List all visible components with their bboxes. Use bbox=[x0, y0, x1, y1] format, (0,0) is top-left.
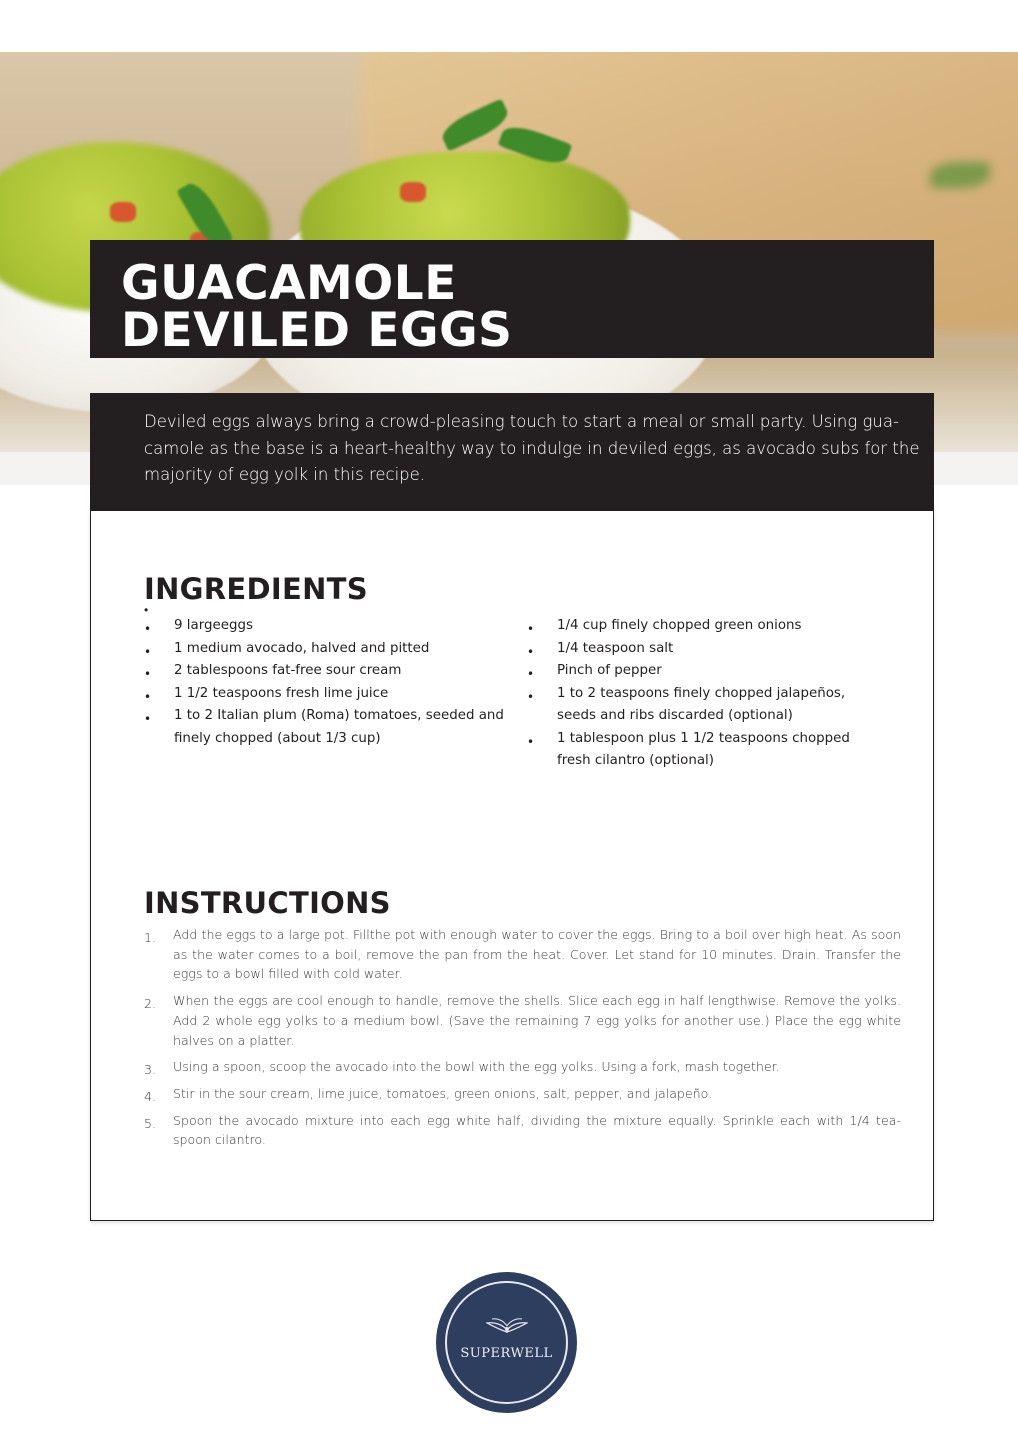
ingredient-item bbox=[527, 615, 887, 638]
ingredient-item bbox=[144, 638, 524, 661]
title-line-2: DEVILED EGGS bbox=[121, 303, 513, 358]
ingredient-text: 1/4 cup finely chopped green onions bbox=[557, 618, 802, 633]
step-number: 4. bbox=[144, 1088, 156, 1104]
step-text: Using a spoon, scoop the avocado into the bowl with the egg yolks. Using a fork, mash together. bbox=[173, 1059, 780, 1075]
step-text: When the eggs are cool enough to handle, remove the shells. Slice each egg in half lengthwise. Remove the yolks. Add 2 whole egg yolks to a medium bowl. (Save the remaining 7 egg yolks for another use.) Place the egg white halves on a platter. bbox=[173, 993, 901, 1048]
ingredient-text: 1 medium avocado, halved and pitted bbox=[174, 640, 430, 656]
bullet-icon: • bbox=[527, 667, 535, 681]
bullet-icon: • bbox=[144, 603, 149, 617]
ingredient-text: 1 to 2 teaspoons finely chopped jalapeños, seeds and ribs discarded (optional) bbox=[557, 685, 846, 723]
step-text: Stir in the sour cream, lime juice, tomatoes, green onions, salt, pepper, and jalapeño. bbox=[173, 1085, 713, 1101]
ingredient-text: 9 largeeggs bbox=[174, 618, 253, 633]
ingredient-item bbox=[144, 660, 524, 683]
instruction-step bbox=[144, 1084, 901, 1104]
intro-text: Deviled eggs always bring a crowd-pleasing touch to start a meal or small party. Using gua-camole as the base is a heart-healthy way to indulge in deviled eggs, as avocado subs for the majority of egg yolk in this recipe. bbox=[144, 412, 920, 484]
tomato-piece bbox=[400, 182, 426, 202]
bullet-icon: • bbox=[527, 689, 535, 704]
bullet-icon: • bbox=[527, 622, 535, 636]
ingredient-text: 1/4 teaspoon salt bbox=[557, 640, 674, 656]
intro-banner bbox=[90, 393, 934, 511]
instructions-list bbox=[144, 925, 901, 1157]
step-text: Add the eggs to a large pot. Fillthe pot with enough water to cover the eggs. Bring to a boil over high heat. As soon as the water comes to a boil, remove the pan from the heat. Cover. Let stand for 10 minutes. Drain. Transfer the eggs to a bowl filled with cold water. bbox=[173, 927, 901, 982]
title-line-1: GUACAMOLE bbox=[121, 256, 457, 311]
title-banner bbox=[90, 240, 934, 358]
ingredient-item bbox=[144, 705, 524, 750]
step-number: 1. bbox=[144, 930, 156, 945]
bullet-icon: • bbox=[144, 712, 152, 726]
superwell-logo bbox=[436, 1272, 577, 1413]
logo-ring bbox=[445, 1281, 568, 1404]
step-number: 5. bbox=[144, 1115, 156, 1131]
step-text: Spoon the avocado mixture into each egg white half, dividing the mixture equally. Sprinkle each with 1/4 tea-spoon cilantro. bbox=[173, 1112, 901, 1148]
ingredient-text: 1 1/2 teaspoons fresh lime juice bbox=[174, 685, 389, 701]
page-title bbox=[121, 256, 513, 358]
ingredient-item bbox=[527, 728, 887, 773]
ingredients-list-right bbox=[527, 615, 887, 773]
recipe-card bbox=[90, 511, 934, 1221]
cilantro-leaf bbox=[930, 162, 990, 188]
ingredient-item bbox=[527, 683, 887, 728]
bullet-icon: • bbox=[527, 734, 535, 749]
bullet-icon: • bbox=[527, 644, 535, 659]
ingredient-item bbox=[527, 638, 887, 661]
ingredient-text: Pinch of pepper bbox=[557, 663, 662, 678]
ingredient-text: 1 tablespoon plus 1 1/2 teaspoons chopped fresh cilantro (optional) bbox=[557, 730, 850, 768]
instruction-step bbox=[144, 991, 901, 1050]
ingredient-item bbox=[527, 660, 887, 683]
ingredient-item bbox=[144, 683, 524, 706]
tomato-piece bbox=[110, 202, 136, 222]
instruction-step bbox=[144, 1057, 901, 1077]
ingredients-heading: INGREDIENTS bbox=[144, 572, 368, 606]
ingredient-item bbox=[144, 615, 524, 638]
ingredients-list-left bbox=[144, 615, 524, 750]
bullet-icon: • bbox=[144, 689, 152, 704]
logo-brand-text: SUPERWELL bbox=[460, 1346, 553, 1361]
bullet-icon: • bbox=[144, 644, 152, 659]
instruction-step bbox=[144, 925, 901, 984]
ingredient-text: 2 tablespoons fat-free sour cream bbox=[174, 663, 402, 678]
instruction-step bbox=[144, 1111, 901, 1150]
bullet-icon: • bbox=[144, 622, 152, 636]
step-number: 2. bbox=[144, 996, 156, 1012]
step-number: 3. bbox=[144, 1062, 156, 1078]
wings-icon bbox=[486, 1312, 528, 1336]
instructions-heading: INSTRUCTIONS bbox=[144, 886, 391, 920]
ingredient-text: 1 to 2 Italian plum (Roma) tomatoes, seeded and finely chopped (about 1/3 cup) bbox=[174, 708, 504, 746]
bullet-icon: • bbox=[144, 667, 152, 681]
